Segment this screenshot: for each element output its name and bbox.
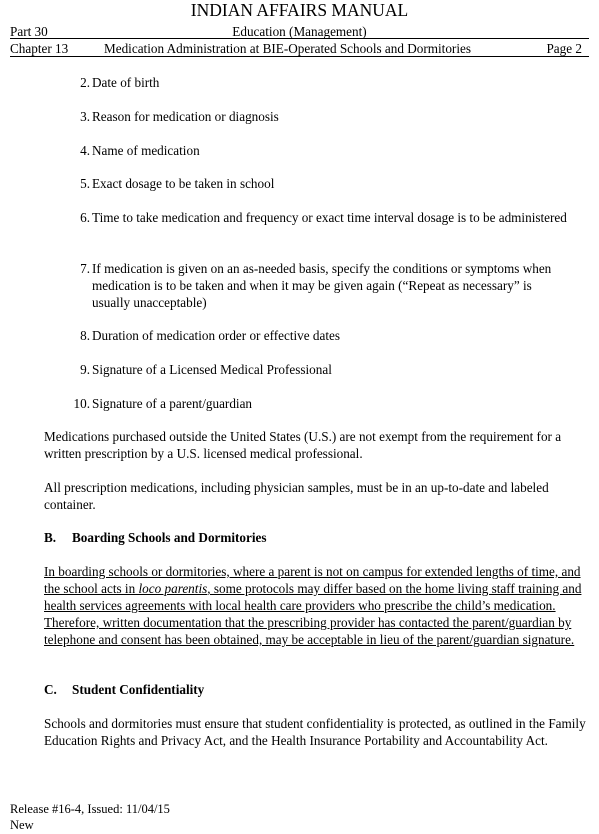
list-number: 9. bbox=[80, 362, 90, 377]
boarding-text-italic: loco parentis bbox=[138, 581, 208, 596]
part-label: Part 30 bbox=[10, 24, 48, 39]
list-text: Name of medication bbox=[92, 143, 200, 158]
footer-status: New bbox=[10, 818, 34, 832]
paragraph-labeled-container: All prescription medications, including physician samples, must be in an up-to-date and labeled container. bbox=[44, 480, 549, 512]
list-number: 2. bbox=[80, 75, 90, 90]
footer-release: Release #16-4, Issued: 11/04/15 bbox=[10, 802, 170, 816]
section-letter: B. bbox=[44, 530, 57, 545]
chapter-label: Chapter 13 bbox=[10, 41, 69, 56]
section-title: Student Confidentiality bbox=[72, 682, 205, 697]
list-number: 8. bbox=[80, 328, 90, 343]
boarding-text-end: , some protocols may differ based on the home living staff training and health services agreements with local health care providers who prescribe the child’s medication. Therefore, written documentation that the prescribing provider has contacted the parent/guardian by telephone and consent has been obtained, may be acceptable in lieu of the parent/guardian signature. bbox=[44, 581, 582, 647]
section-heading-boarding bbox=[44, 529, 267, 546]
header-rule bbox=[10, 38, 589, 39]
list-number: 4. bbox=[80, 143, 90, 158]
list-number: 10. bbox=[73, 396, 90, 411]
section-heading-confidentiality bbox=[44, 681, 204, 698]
list-number: 7. bbox=[80, 261, 90, 276]
section-letter: C. bbox=[44, 682, 57, 697]
list-number: 5. bbox=[80, 176, 90, 191]
list-text: Exact dosage to be taken in school bbox=[92, 176, 275, 191]
paragraph-outside-us: Medications purchased outside the United States (U.S.) are not exempt from the requirement for a written prescription by a U.S. licensed medical professional. bbox=[44, 429, 562, 461]
header-rule-bottom bbox=[10, 56, 589, 57]
list-text: Date of birth bbox=[92, 75, 160, 90]
list-text: Signature of a parent/guardian bbox=[92, 396, 253, 411]
list-text: Time to take medication and frequency or exact time interval dosage is to be administered bbox=[92, 210, 567, 225]
chapter-title: Medication Administration at BIE-Operated Schools and Dormitories bbox=[104, 41, 471, 56]
manual-title: INDIAN AFFAIRS MANUAL bbox=[190, 0, 409, 20]
list-number: 3. bbox=[80, 109, 90, 124]
list-text: If medication is given on an as-needed basis, specify the conditions or symptoms when medication is to be taken and when it may be given again (“Repeat as necessary” is usually unacceptable) bbox=[92, 261, 552, 310]
paragraph-confidentiality: Schools and dormitories must ensure that student confidentiality is protected, as outlined in the Family Education Rights and Privacy Act, and the Health Insurance Portability and Accountability Act. bbox=[44, 716, 586, 748]
list-text: Signature of a Licensed Medical Professional bbox=[92, 362, 332, 377]
list-text: Duration of medication order or effective dates bbox=[92, 328, 341, 343]
boarding-text-start: In boarding schools or dormitories, where a parent is not on campus for extended lengths of time, and the school acts in bbox=[44, 564, 581, 596]
part-description: Education (Management) bbox=[232, 24, 367, 39]
section-title: Boarding Schools and Dormitories bbox=[72, 530, 267, 545]
page-number: Page 2 bbox=[546, 41, 582, 56]
list-number: 6. bbox=[80, 210, 90, 225]
list-text: Reason for medication or diagnosis bbox=[92, 109, 279, 124]
paragraph-boarding bbox=[44, 563, 586, 648]
